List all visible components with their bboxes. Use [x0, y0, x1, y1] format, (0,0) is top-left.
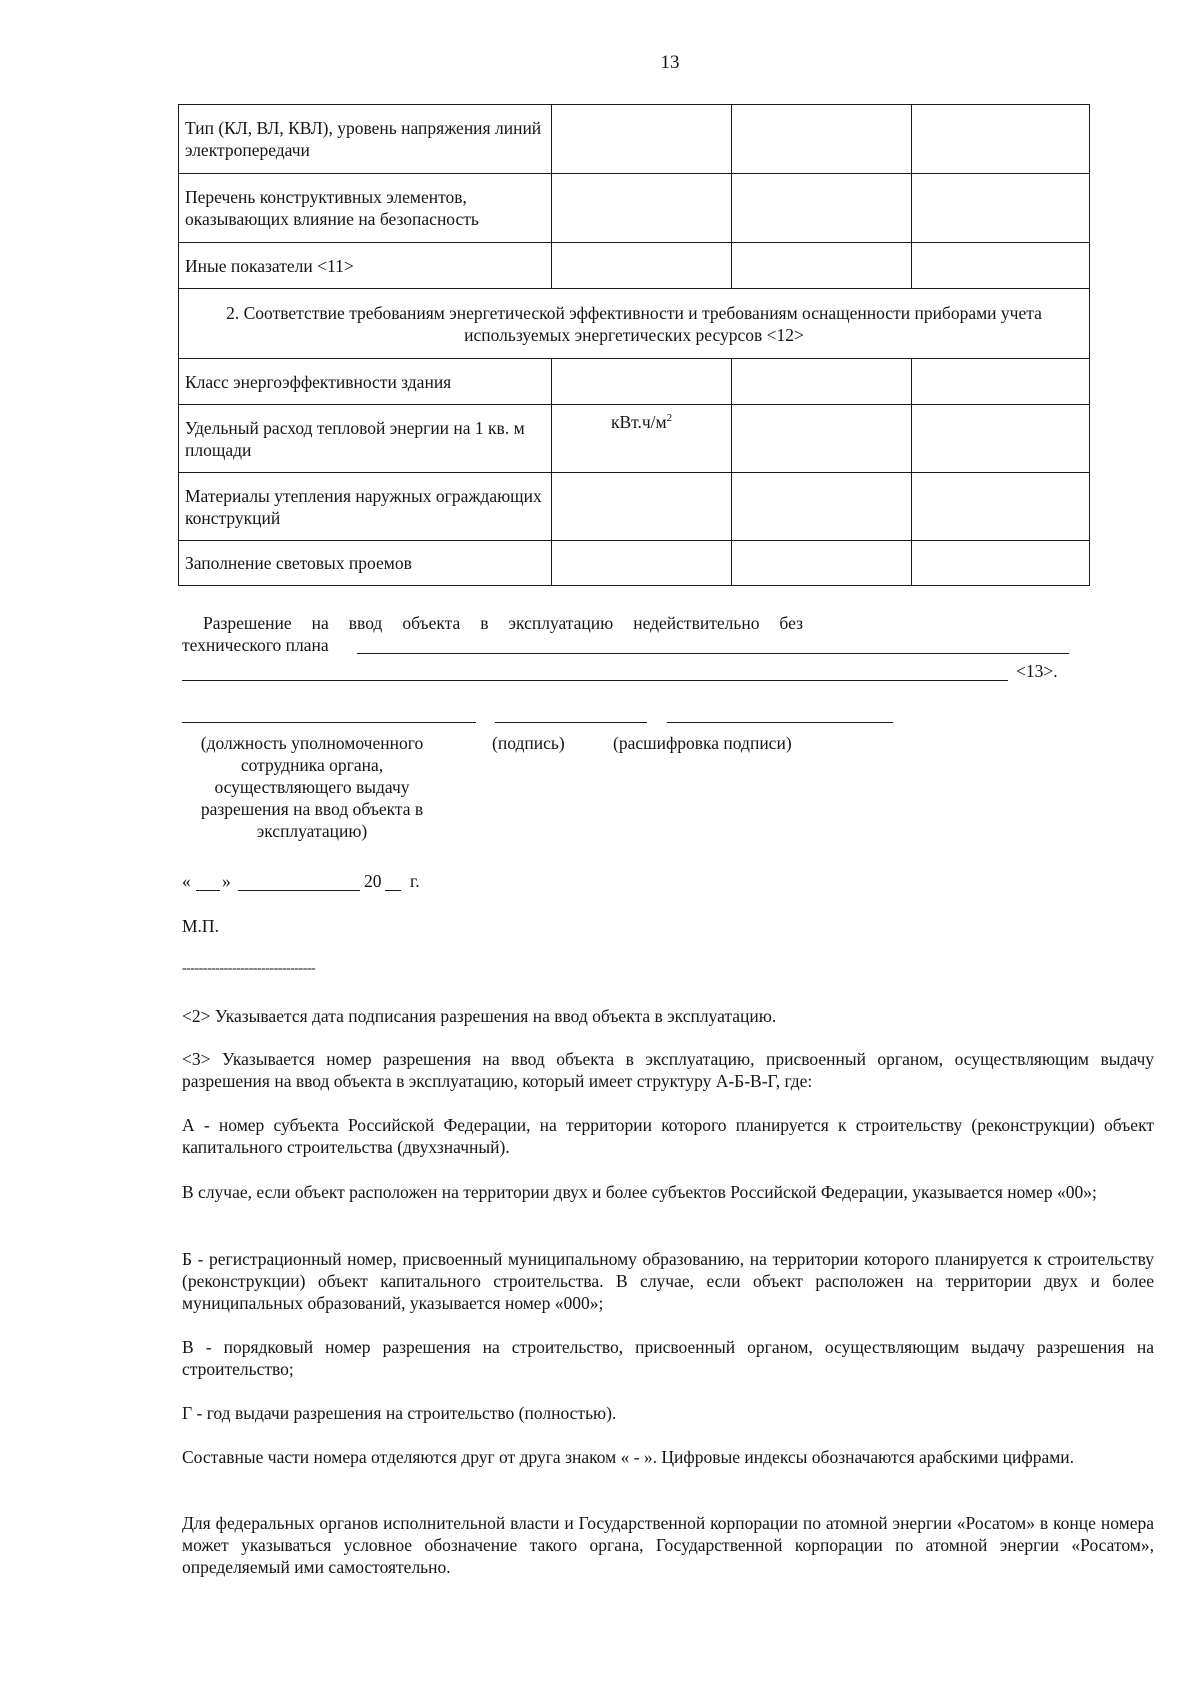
value-cell: [732, 174, 912, 243]
value-cell: [912, 359, 1090, 405]
value-cell: [912, 174, 1090, 243]
value-cell: [912, 473, 1090, 541]
technical-plan-blank-2: [182, 680, 1008, 681]
permit-note-line2: технического плана: [182, 635, 329, 655]
value-cell: [732, 405, 912, 473]
value-cell: [732, 541, 912, 586]
position-blank: [182, 722, 476, 723]
value-cell: [732, 359, 912, 405]
unit-cell: [552, 174, 732, 243]
table-section-row: [179, 289, 1090, 359]
permit-note-line1: Разрешение на ввод объекта в эксплуатацию недействительно без: [203, 613, 803, 633]
value-cell: [732, 243, 912, 289]
permit-note-ref: <13>.: [1016, 661, 1058, 681]
date-close-quote: »: [222, 871, 231, 891]
footnote-multi-subject: В случае, если объект расположен на территории двух и более субъектов Российской Федерации, указывается номер «00»;: [182, 1182, 1097, 1202]
stamp-label: М.П.: [182, 916, 219, 936]
table-row: [179, 243, 1090, 289]
table-row: [179, 473, 1090, 541]
unit-cell: [552, 541, 732, 586]
row-label: Материалы утепления наружных ограждающих конструкций: [179, 473, 552, 541]
indicators-table: [178, 104, 1090, 586]
date-year-suffix: г.: [410, 871, 420, 891]
date-month-blank: [238, 890, 360, 891]
table-row: [179, 359, 1090, 405]
row-label: Удельный расход тепловой энергии на 1 кв. м площади: [179, 405, 552, 473]
unit-cell: [552, 473, 732, 541]
row-label: Перечень конструктивных элементов, оказывающих влияние на безопасность: [179, 174, 552, 243]
unit-text: кВт.ч/м: [610, 412, 667, 432]
footnote-separators: Составные части номера отделяются друг от друга знаком « - ». Цифровые индексы обозначаются арабскими цифрами.: [182, 1447, 1075, 1467]
value-cell: [912, 541, 1090, 586]
footnote-3: <3> Указывается номер разрешения на ввод объекта в эксплуатацию, присвоенный органом, осуществляющим выдачу разрешения на ввод объекта в эксплуатацию, который имеет структуру А-Б-В-Г, где:: [182, 1049, 1154, 1091]
value-cell: [732, 473, 912, 541]
position-caption: (должность уполномоченного сотрудника органа, осуществляющего выдачу разрешения на ввод объекта в эксплуатацию): [200, 733, 424, 841]
date-day-blank: [196, 890, 220, 891]
unit-cell: [552, 243, 732, 289]
unit-cell: [552, 405, 732, 473]
decoding-caption: (расшифровка подписи): [613, 733, 792, 753]
row-label: Класс энергоэффективности здания: [179, 359, 552, 405]
footnote-separator: --------------------------------: [182, 961, 316, 976]
date-year-prefix: 20: [364, 871, 382, 891]
table-row: [179, 174, 1090, 243]
section-heading: 2. Соответствие требованиям энергетической эффективности и требованиям оснащенности приборами учета используемых энергетических ресурсов <12>: [179, 289, 1090, 359]
table-row: [179, 105, 1090, 174]
footnote-part-a: А - номер субъекта Российской Федерации, на территории которого планируется к строительству (реконструкции) объект капитального строительства (двухзначный).: [182, 1115, 1154, 1157]
value-cell: [912, 405, 1090, 473]
row-label: Тип (КЛ, ВЛ, КВЛ), уровень напряжения линий электропередачи: [179, 105, 552, 174]
footnote-part-b: Б - регистрационный номер, присвоенный муниципальному образованию, на территории которого планируется к строительству (реконструкции) объект капитального строительства. В случае, если объект расположен на территории двух и более муниципальных образований, указывается номер «000»;: [182, 1249, 1154, 1313]
value-cell: [912, 243, 1090, 289]
unit-cell: [552, 105, 732, 174]
footnote-federal: Для федеральных органов исполнительной власти и Государственной корпорации по атомной энергии «Росатом» в конце номера может указываться условное обозначение такого органа, Государственной корпорации по атомной энергии «Росатом», определяемый ими самостоятельно.: [182, 1513, 1154, 1577]
value-cell: [732, 105, 912, 174]
decoding-blank: [667, 722, 893, 723]
date-year-blank: [385, 890, 401, 891]
footnote-part-g: Г - год выдачи разрешения на строительство (полностью).: [182, 1403, 617, 1423]
page-number: 13: [660, 52, 680, 73]
date-open-quote: «: [182, 871, 191, 891]
table-row: [179, 405, 1090, 473]
footnote-part-v: В - порядковый номер разрешения на строительство, присвоенный органом, осуществляющим выдачу разрешения на строительство;: [182, 1337, 1154, 1379]
unit-superscript: 2: [666, 412, 673, 425]
unit-cell: [552, 359, 732, 405]
table-row: [179, 541, 1090, 586]
footnote-2: <2> Указывается дата подписания разрешения на ввод объекта в эксплуатацию.: [182, 1006, 777, 1026]
technical-plan-blank: [357, 653, 1069, 654]
signature-caption: (подпись): [492, 733, 565, 753]
signature-blank: [495, 722, 647, 723]
row-label: Иные показатели <11>: [179, 243, 552, 289]
row-label: Заполнение световых проемов: [179, 541, 552, 586]
value-cell: [912, 105, 1090, 174]
